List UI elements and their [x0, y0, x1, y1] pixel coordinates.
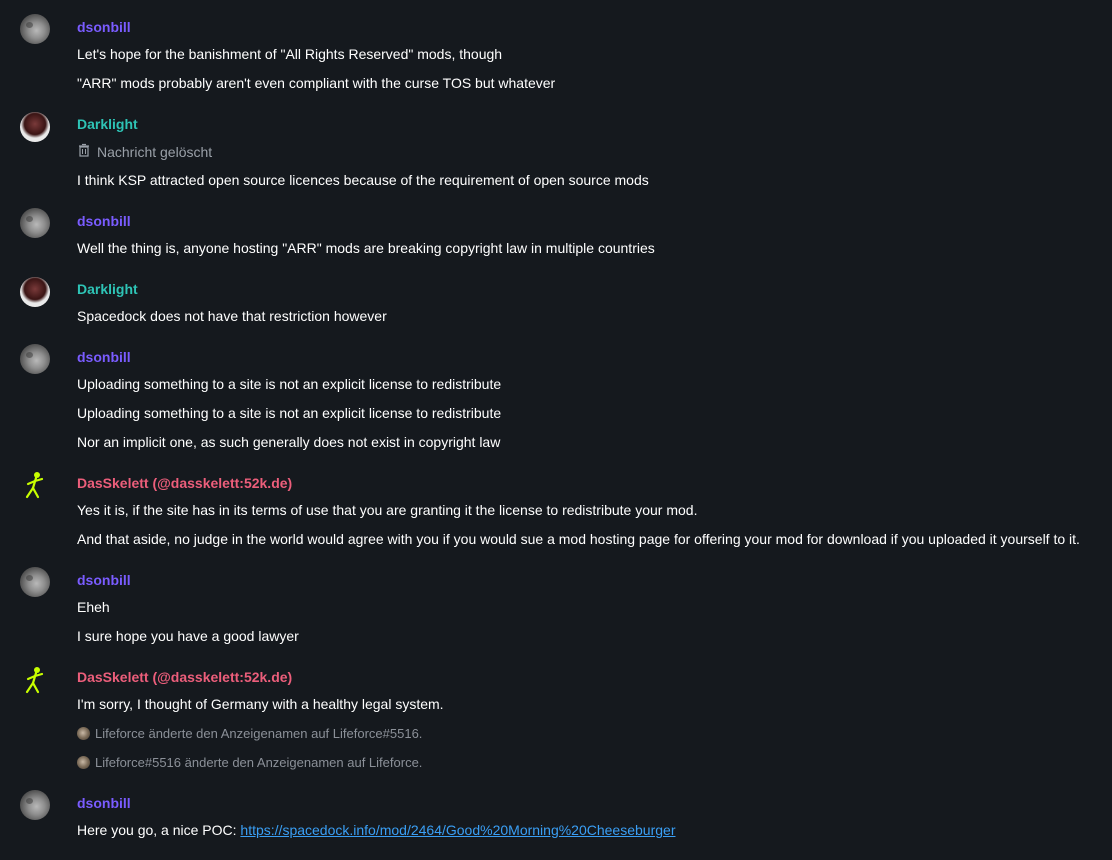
message-line: "ARR" mods probably aren't even compliant with the curse TOS but whatever — [77, 75, 556, 91]
sender-name[interactable]: dsonbill — [77, 572, 131, 588]
message-line: And that aside, no judge in the world would agree with you if you would sue a mod hosting page for offering your mod for download if you uploaded it yourself to it. — [77, 531, 1080, 547]
message-text: Here you go, a nice POC: — [77, 822, 241, 838]
state-event-text: Lifeforce änderte den Anzeigenamen auf Lifeforce#5516. — [95, 726, 423, 741]
state-event-text: Lifeforce#5516 änderte den Anzeigenamen auf Lifeforce. — [95, 755, 423, 770]
message-line: I sure hope you have a good lawyer — [77, 628, 299, 644]
moon-avatar-icon[interactable] — [20, 790, 50, 820]
message-line: Nor an implicit one, as such generally does not exist in copyright law — [77, 434, 501, 450]
moon-avatar-icon[interactable] — [20, 208, 50, 238]
message-line: Uploading something to a site is not an explicit license to redistribute — [77, 376, 502, 392]
sender-name[interactable]: dsonbill — [77, 213, 131, 229]
message-line: Well the thing is, anyone hosting "ARR" mods are breaking copyright law in multiple countries — [77, 240, 655, 256]
moon-avatar-icon[interactable] — [20, 567, 50, 597]
lifeforce-avatar-icon[interactable] — [77, 727, 90, 740]
moon-avatar-icon[interactable] — [20, 14, 50, 44]
message-line — [77, 822, 675, 838]
message-line: Eheh — [77, 599, 110, 615]
darklight-avatar-icon[interactable] — [20, 112, 50, 142]
moon-avatar-icon[interactable] — [20, 344, 50, 374]
stick-figure-avatar-icon[interactable] — [20, 665, 50, 695]
message-line: Uploading something to a site is not an explicit license to redistribute — [77, 405, 502, 421]
message-line: I'm sorry, I thought of Germany with a healthy legal system. — [77, 696, 444, 712]
darklight-avatar-icon[interactable] — [20, 277, 50, 307]
message-line: Let's hope for the banishment of "All Rights Reserved" mods, though — [77, 46, 503, 62]
message-line: Spacedock does not have that restriction however — [77, 308, 387, 324]
state-event — [77, 755, 422, 770]
deleted-message-notice — [77, 143, 212, 160]
state-event — [77, 726, 422, 741]
message-line: I think KSP attracted open source licences because of the requirement of open source mods — [77, 172, 649, 188]
sender-name[interactable]: Darklight — [77, 116, 138, 132]
message-link[interactable]: https://spacedock.info/mod/2464/Good%20Morning%20Cheeseburger — [240, 822, 676, 838]
lifeforce-avatar-icon[interactable] — [77, 756, 90, 769]
sender-name[interactable]: dsonbill — [77, 19, 131, 35]
sender-name[interactable]: dsonbill — [77, 349, 131, 365]
sender-name[interactable]: DasSkelett (@dasskelett:52k.de) — [77, 475, 293, 491]
message-line: Yes it is, if the site has in its terms of use that you are granting it the license to redistribute your mod. — [77, 502, 698, 518]
trash-icon — [77, 143, 91, 160]
stick-figure-avatar-icon[interactable] — [20, 470, 50, 500]
sender-name[interactable]: DasSkelett (@dasskelett:52k.de) — [77, 669, 293, 685]
sender-name[interactable]: Darklight — [77, 281, 138, 297]
deleted-label: Nachricht gelöscht — [97, 143, 213, 160]
sender-name[interactable]: dsonbill — [77, 795, 131, 811]
